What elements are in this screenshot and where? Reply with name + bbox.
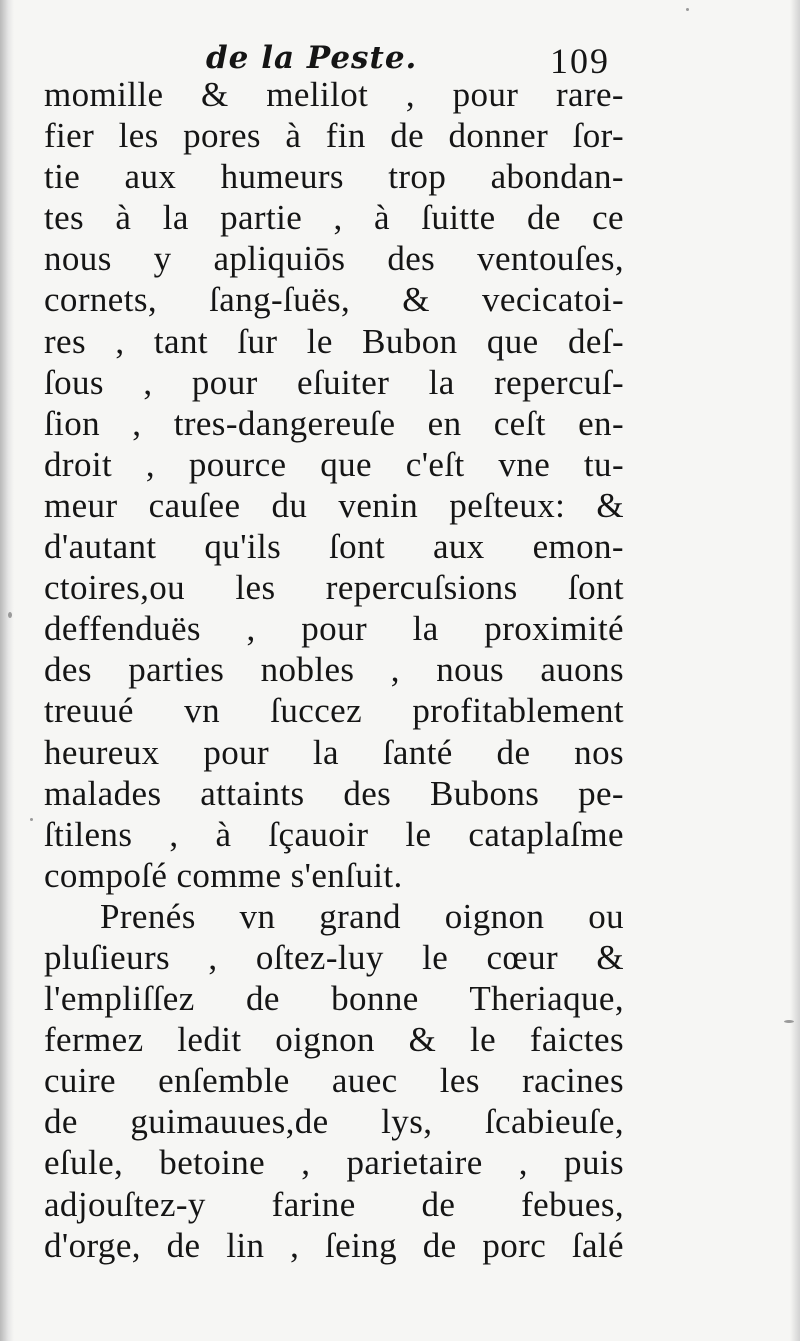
text-line: ctoires,ou les repercuſsions ſont [44, 568, 624, 608]
paper-speck [784, 1020, 794, 1023]
text-line: pluſieurs , oſtez-luy le cœur & [44, 937, 624, 977]
text-line: ſous , pour eſuiter la repercuſ- [44, 362, 624, 402]
text-line: cornets, ſang-ſuës, & vecicatoi- [44, 280, 624, 320]
page-edge-shadow [0, 0, 14, 1341]
text-line: adjouſtez-y farine de febues, [44, 1184, 624, 1224]
text-line: malades attaints des Bubons pe- [44, 773, 624, 813]
text-line: res , tant ſur le Bubon que deſ- [44, 321, 624, 361]
text-line: fier les pores à fin de donner ſor- [44, 116, 624, 156]
text-line: de guimauues,de lys, ſcabieuſe, [44, 1102, 624, 1142]
text-line: eſule, betoine , parietaire , puis [44, 1143, 624, 1183]
text-line: heureux pour la ſanté de nos [44, 732, 624, 772]
text-line: droit , pource que c'eſt vne tu- [44, 444, 624, 484]
text-line: deffenduës , pour la proximité [44, 609, 624, 649]
text-line: d'orge, de lin , ſeing de porc ſalé [44, 1225, 624, 1265]
text-line: l'empliſſez de bonne Theriaque, [44, 979, 624, 1019]
body-text [44, 74, 624, 1266]
text-line: treuué vn ſuccez profitablement [44, 691, 624, 731]
text-line: d'autant qu'ils ſont aux emon- [44, 527, 624, 567]
page-right-edge [790, 0, 800, 1341]
text-line: fermez ledit oignon & le faictes [44, 1020, 624, 1060]
text-line: meur cauſee du venin peſteux: & [44, 485, 624, 525]
text-line: momille & melilot , pour rare- [44, 75, 624, 114]
text-line: tie aux humeurs trop abondan- [44, 157, 624, 197]
text-line: tes à la partie , à ſuitte de ce [44, 198, 624, 238]
text-line: des parties nobles , nous auons [44, 650, 624, 690]
paper-speck [8, 612, 12, 618]
paper-speck [686, 8, 689, 11]
text-line: cuire enſemble auec les racines [44, 1061, 624, 1101]
text-line: nous y apliquiōs des ventouſes, [44, 239, 624, 279]
text-line: ſion , tres-dangereuſe en ceſt en- [44, 403, 624, 443]
text-line: compoſé comme s'enſuit. [44, 855, 403, 895]
text-line: Prenés vn grand oignon ou [100, 896, 624, 936]
text-line: ſtilens , à ſçauoir le cataplaſme [44, 814, 624, 854]
running-title: de la Peste. [206, 40, 418, 76]
page-number: 109 [550, 41, 610, 81]
paper-speck [30, 818, 33, 821]
